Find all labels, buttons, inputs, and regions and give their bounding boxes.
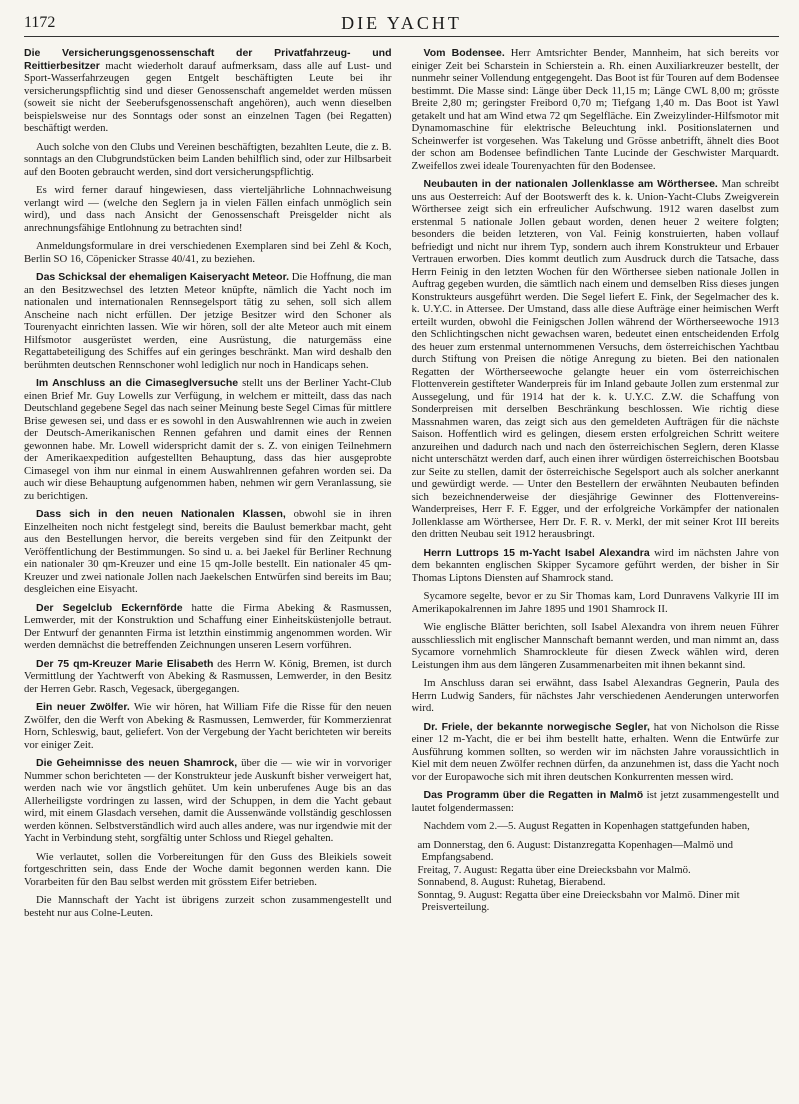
article-friele (412, 721, 780, 784)
article-heading: Die Versicherungsgenossenschaft der Privatfahrzeug- und Reittierbesitzer (24, 47, 392, 72)
article-paragraph: Auch solche von den Clubs und Vereinen beschäftigten, bezahlten Leute, die z. B. sonntags an den Clubgrundstücken beim Landen behilflich sind, oder zur Hilbsarbeit auf den Booten gebraucht werden, sind dort versicherungspflichtig. (24, 140, 392, 178)
article-body: wird im nächsten Jahre von dem bekannten englischen Skipper Sycamore geführt werden, der bisher in Sir Thomas Liptons Diensten auf Shamrock stand. (411, 546, 779, 584)
article-body: ist jetzt zusammengestellt und lautet folgendermassen: (411, 789, 779, 814)
article-heading: Herrn Luttrops 15 m-Yacht Isabel Alexandra (423, 546, 650, 559)
article-isabel-alexandra (412, 547, 780, 585)
article-cimasegel (24, 377, 392, 502)
article-body: stellt uns der Berliner Yacht-Club einen Brief Mr. Guy Lowells zur Verfügung, in welchem er mitteilt, dass das nach Deutschland gegebene Segel das nach seiner Meinung beste Segel Cimas für mittlere Brise gewesen sei, und dass er es sowohl in den Auswahlrennen wie auch in zweien der Deutsch-Amerikanischen Rennen gefahren und damit eines der Rennen gewonnen habe. Mr. Lowell widerspricht damit der s. Z. von einigen Teilnehmern der Amerikaexpedition aufgestellten Behauptung, dass das hier ausgeprobte Cimasegel von ihm nur einmal in einem Auswahlrennen gefahren worden sei. Da auch wir diese Behauptung aufgenommen haben, nehmen wir gern Veranlassung, sie zu berichtigen. (24, 377, 392, 502)
article-paragraph: Es wird ferner darauf hingewiesen, dass vierteljährliche Lohnnachweisung verlangt wird — (welche den Seglern ja in vielen Fällen einfach unmöglich sein wird), und dass nach Ansicht der Genossenschaft Preisgelder nicht als anrechnungsfähige Entlohnung zu betrachten sind! (24, 184, 392, 234)
article-heading: Das Schicksal der ehemaligen Kaiseryacht Meteor. (36, 271, 290, 283)
article-body: Herr Amtsrichter Bender, Mannheim, hat sich bereits vor einiger Zeit bei Scharstein in Schierstein a. Rh. einen Auxiliarkreuzer bestellt, der nunmehr seiner Vollendung entgegengeht. Das Boot ist für Touren auf dem Bodensee bestimmt. Die Masse sind: Länge über Deck 11,15 m; Länge CWL 8,00 m; grösste Breite 2,80 m; geringster Freibord 0,70 m; Tiefgang 1,40 m. Das Boot ist Yawl getakelt und hat am Wind etwa 72 qm Segelfläche. Ein Zweizylinder-Hilfsmotor mit Dynamomaschine für elektrische Beleuchtung inkl. Positionslaternen und Scheinwerfer ist vorgesehen. Was Takelung und Grösse anbetrifft, ähnelt dies Boot der schon am Bodensee befindlichen Tante Lucinde der Geschwister Marquardt. Zweifellos zwei ideale Tourenyachten für den Bodensee. (411, 47, 779, 172)
article-paragraph: Sycamore segelte, bevor er zu Sir Thomas kam, Lord Dunravens Valkyrie III im Amerikapokalrennen im Jahre 1895 und 1901 Shamrock II. (411, 590, 779, 615)
article-paragraph: Wie verlautet, sollen die Vorbereitungen für den Guss des Bleikiels soweit fortgeschritten sein, dass Ende der Woche damit begonnen werden kann. Die Vorarbeiten für den Bau selbst werden mit grösstem Eifer betrieben. (24, 850, 392, 888)
program-item: Freitag, 7. August: Regatta über eine Dreiecksbahn vor Malmö. (417, 863, 691, 876)
article-heading: Die Geheimnisse des neuen Shamrock, (36, 757, 238, 769)
article-paragraph: Nachdem vom 2.—5. August Regatten in Kopenhagen stattgefunden haben, (423, 820, 750, 832)
article-heading: Dr. Friele, der bekannte norwegische Segler, (423, 720, 650, 733)
article-body: des Herrn W. König, Bremen, ist durch Vermittlung der Yachtwerft von Abeking & Rasmussen, Lemwerder, in den Besitz der Herren Gebr. Rasch, Vegesack, übergegangen. (24, 657, 392, 695)
article-heading: Das Programm über die Regatten in Malmö (423, 789, 644, 801)
article-malmoe (412, 789, 780, 814)
article-heading: Neubauten in der nationalen Jollenklasse am Wörthersee. (423, 178, 718, 190)
program-item: Sonntag, 9. August: Regatta über eine Dreiecksbahn vor Malmö. Diner mit Preisverteilung. (417, 888, 740, 913)
article-nationale-klassen (24, 508, 392, 596)
running-title: DIE YACHT (341, 13, 462, 33)
article-versicherung (24, 47, 392, 135)
article-heading: Der 75 qm-Kreuzer Marie Elisabeth (36, 657, 214, 670)
article-woerthersee (412, 178, 780, 541)
page-header (24, 10, 779, 37)
right-column (412, 47, 780, 1099)
article-zwoelfer (24, 701, 392, 751)
article-paragraph: Anmeldungsformulare in drei verschiedenen Exemplaren sind bei Zehl & Koch, Berlin SO 16, Cöpenicker Strasse 40/41, zu beziehen. (24, 240, 392, 265)
article-marie-elisabeth (24, 658, 392, 696)
article-heading: Ein neuer Zwölfer. (36, 701, 130, 713)
article-paragraph: Die Mannschaft der Yacht ist übrigens zurzeit schon zusammengestellt und besteht nur aus Colne-Leuten. (24, 894, 392, 919)
article-heading: Der Segelclub Eckernförde (36, 601, 183, 614)
article-heading: Dass sich in den neuen Nationalen Klassen, (36, 508, 286, 520)
article-body: macht wiederholt darauf aufmerksam, dass alle auf Lust- und Sport-Wasserfahrzeugen gegen Entgelt beschäftigten Leute bei ihr versicherungspflichtig sind und dieser Genossenschaft angemeldet werden müssen (soweit sie nicht der Seeberufsgenossenschaft angehören), auch wenn dieselben beispielsweise nur des Sonntags oder sonst an einzelnen Tagen (bei Regatten) beschäftigt werden. (24, 59, 392, 134)
article-body: hatte die Firma Abeking & Rasmussen, Lemwerder, mit der Konstruktion und Schaffung einer Einheitsküstenjolle betraut. Der Entwurf der genannten Firma ist letzthin einstimmig angenommen worden. Wir werden demnächst die betreffenden Zeichnungen unseren Lesern vorführen. (24, 601, 392, 651)
article-heading: Im Anschluss an die Cimaseglversuche (36, 377, 239, 389)
page-number: 1172 (24, 14, 56, 31)
article-paragraph: Wie englische Blätter berichten, soll Isabel Alexandra von ihrem neuen Führer ausschliesslich mit englischer Mannschaft bemannt werden, und man nimmt an, dass Sycamore vornehmlich Shamrockleute für diesen Zweck wählen wird, deren Leistungen ihm aus dem längeren Zusammenarbeiten mit ihnen bekannt sind. (411, 621, 779, 671)
article-body: Man schreibt uns aus Oesterreich: Auf der Bootswerft des k. k. Union-Yacht-Clubs Zweigverein Wörthersee zeigt sich ein erfreulicher Aufschwung. 1912 waren daselbst zum erstenmal 5 nationale Jollen gebaut worden, denen heuer 2 weitere folgten; besonders die beiden letzteren, von Val. Feinig konstruierten, haben vollauf befriedigt und nicht nur ihrem Typ, sondern auch ihrem Konstrukteur und Erbauer Vertrauen erworben. Dies kommt deutlich zum Ausdruck durch die Tatsache, dass Herrn Feinig in den letzten Wochen für den Wörthersee sieben nationale Jollen in Auftrag gegeben wurden, die sämtlich nach einem und demselben Riss dieses jungen Konstrukteurs ausgeführt werden. Die Segel liefert E. Fink, der Segelmacher des k. k. U.Y.C. in Attersee. Der Umstand, dass alle diese Aufträge einer heimischen Werft erteilt wurden, obwohl die Feinigschen Jollen während der Wörtherseewoche 1913 den Schlichtingschen nicht gewachsen waren, bedeutet einen entscheidenden Erfolg des heuer zum erstenmal unternommenen Versuchs, dem österreichischen Yachtbau durch Stiftung von Preisen die nötige Anregung zu bieten. Bei den nationalen Regatten der Wörtherseewoche gelangte heuer ein vom österreichischen Flottenverein gestifteter Wanderpreis für im Inland gebaute Jollen zum erstenmal zur Aussegelung, und für 1914 hat der k. k. U.Y.C. Z.W. die Schaffung von Sonderpreisen mit derselben Beschränkung beschlossen. Wie richtig diese Massnahmen waren, das zeigt sich aus den gemeldeten Aufträgen für die nächste Saison. Hoffentlich wird es gelingen, diesem ersten erfolgreichen Schritt weitere anzureihen und dadurch nach und nach den österreichischen Seglern, deren Klasse nicht unterschätzt werden darf, auch einen ihrer würdigen österreichischen Bootsbau zur Seite zu stellen, damit der österreichische Segelsport auch als solcher anerkannt und gewürdigt werde. — Unter den Bestellern der erwähnten Neubauten befinden sich bezeichnenderweise der diesjährige Gewinner des Flottenvereins-Wanderpreises, Herr F. F. Egger, und der erfolgreiche Vorkämpfer der nationalen Jollenklasse am Wörthersee, Herr Dr. F. R. v. Merkl, der mit seiner Krot III bereits den dritten Neubau seit 1912 herausbringt. (411, 178, 779, 540)
article-meteor (24, 271, 392, 371)
program-item: am Donnerstag, den 6. August: Distanzregatta Kopenhagen—Malmö und Empfangsabend. (417, 838, 734, 863)
article-body: Die Hoffnung, die man an den Besitzwechsel des letzten Meteor knüpfte, nämlich die Yacht noch im nationalen und internationalen Rennsegelsport tätig zu sehen, soll sich allem Anscheine nach nicht erfüllen. Der jetzige Besitzer wird den Schoner als Tourenyacht einrichten lassen. Wie wir hören, soll der alte Meteor auch mit einem Hilfsmotor ausgerüstet werden, eine Ausrüstung, die naturgemäss eine Regattabeteiligung des Schiffes auf ein geringes beschränkt. Man wird deshalb den berühmten deutschen Rennschoner wohl lediglich nur noch in Handicaps sehen. (24, 271, 392, 371)
article-bodensee (412, 47, 780, 172)
article-body: obwohl sie in ihren Einzelheiten noch nicht festgelegt sind, bereits die Baulust bemerkbar macht, geht aus den Bestellungen hervor, die bereits vergeben sind für den Zeitpunkt der Veröffentlichung der Bestimmungen. So sind u. a. bei Jaekel für Berliner Rechnung ein nationaler 30 qm-Kreuzer und eine 15 qm-Jolle bestellt. Ein nationaler 45 qm-Kreuzer und zwei nationale Jollen nach Jaekelschen Entwürfen sind bereits im Bau; desgleichen eine Eisyacht. (24, 508, 392, 595)
article-heading: Vom Bodensee. (423, 47, 505, 59)
article-paragraph: Im Anschluss daran sei erwähnt, dass Isabel Alexandras Gegnerin, Paula des Herrn Ludwig Sanders, für nächstes Jahr verschiedenen Aenderungen unterworfen wird. (411, 677, 779, 714)
program-item: Sonnabend, 8. August: Ruhetag, Bierabend. (417, 876, 606, 888)
article-body: hat von Nicholson die Risse einer 12 m-Yacht, die er bei ihm bestellt hatte, erhalten. Wenn die Entwürfe zur Ausführung kommen sollten, so werden wir im nächsten Jahre voraussichtlich in Kiel mit dem neuen Zwölfer rechnen dürfen, da anzunehmen ist, dass die Yacht noch vor der Europawoche sich mit ihren deutschen Konkurrenten messen wird. (411, 720, 779, 783)
article-body: über die — wie wir in vorvoriger Nummer schon berichteten — der Konstrukteur jede Auskunft bisher verweigert hat, werden nach wie vor ängstlich gehütet. Um kein unberufenes Auge bis an das Allerheiligste vordringen zu lassen, wird der Schuppen, in dem die Yacht gebaut wird, mit einem Glasdach versehen, damit die Aussenwände vollständig geschlossen werden können. Selbstverständlich wird auch alles andere, was nur irgendwie mit der Yacht in Verbindung steht, sorgfältig unter Schloss und Riegel gehalten. (24, 757, 392, 844)
article-body: Wie wir hören, hat William Fife die Risse für den neuen Zwölfer, den die Werft von Abeking & Rasmussen, Lemwerder, für Kommerzienrat Horn, Schleswig, baut, geliefert. Von der Vergebung der Yacht berichteten wir bereits vor einiger Zeit. (24, 701, 392, 751)
article-eckernfoerde (24, 602, 392, 652)
article-shamrock (24, 757, 392, 845)
left-column (24, 47, 392, 1099)
